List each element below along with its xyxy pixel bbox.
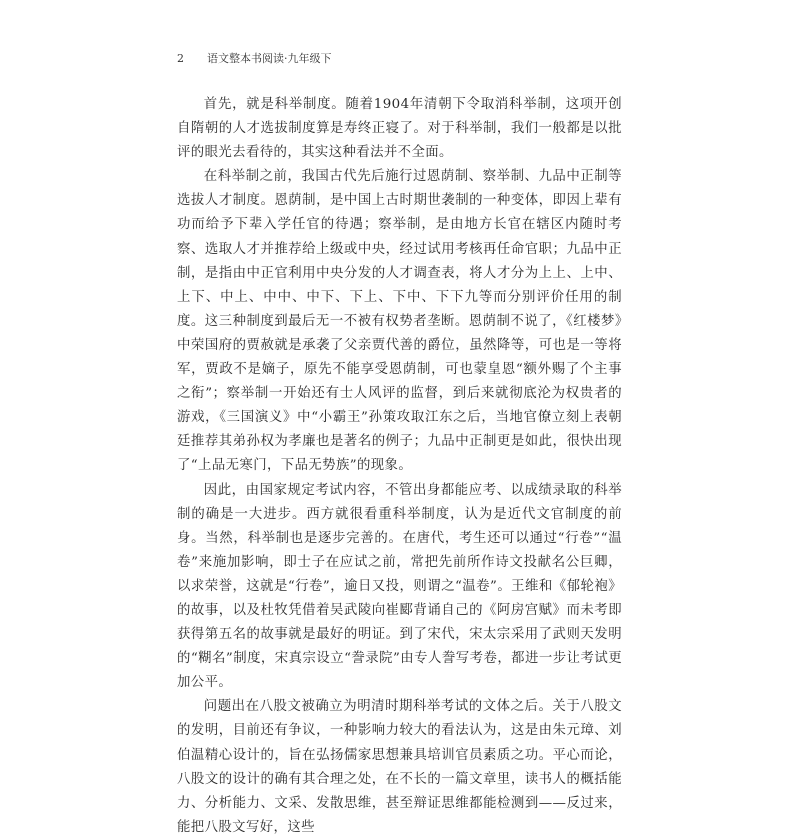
body-text xyxy=(177,93,622,840)
paragraph-2: 在科举制之前，我国古代先后施行过恩荫制、察举制、九品中正制等选拔人才制度。恩荫制，是中国上古时期世袭制的一种变体，即因上辈有功而给予下辈入学任官的待遇；察举制，是由地方长官在辖区内随时考察、选取人才并推荐给上级或中央，经过试用考核再任命官职；九品中正制，是指由中正官利用中央分发的人才调查表，将人才分为上上、上中、上下、中上、中中、中下、下上、下中、下下九等而分别评价任用的制度。这三种制度到最后无一不被有权势者垄断。恩荫制不说了，《红楼梦》中荣国府的贾赦就是承袭了父亲贾代善的爵位，虽然降等，可也是一等将军，贾政不是嫡子，原先不能享受恩荫制，可也蒙皇恩“额外赐了个主事之衔”；察举制一开始还有士人风评的监督，到后来就彻底沦为权贵者的游戏，《三国演义》中“小霸王”孙策攻取江东之后，当地官僚立刻上表朝廷推荐其弟孙权为孝廉也是著名的例子；九品中正制更是如此，很快出现了“上品无寒门，下品无势族”的现象。 xyxy=(177,169,622,474)
paragraph-1: 首先，就是科举制度。随着1904年清朝下令取消科举制，这项开创自隋朝的人才选拔制度算是寿终正寝了。对于科举制，我们一般都是以批评的眼光去看待的，其实这种看法并不全面。 xyxy=(177,97,622,161)
paragraph-3: 因此，由国家规定考试内容，不管出身都能应考、以成绩录取的科举制的确是一大进步。西方就很看重科举制度，认为是近代文官制度的前身。当然，科举制也是逐步完善的。在唐代，考生还可以通过“行卷”“温卷”来施加影响，即士子在应试之前，常把先前所作诗文投献名公巨卿，以求荣誉，这就是“行卷”，逾日又投，则谓之“温卷”。王维和《郁轮袍》的故事，以及杜牧凭借着吴武陵向崔郾背诵自己的《阿房宫赋》而未考即获得第五名的故事就是最好的明证。到了宋代，宋太宗采用了武则天发明的“糊名”制度，宋真宗设立“誊录院”由专人誊写考卷，都进一步让考试更加公平。 xyxy=(177,482,622,691)
paragraph-4: 问题出在八股文被确立为明清时期科举考试的文体之后。关于八股文的发明，目前还有争议，一种影响力较大的看法认为，这是由朱元璋、刘伯温精心设计的，旨在弘扬儒家思想兼具培训官员素质之功。平心而论，八股文的设计的确有其合理之处，在不长的一篇文章里，读书人的概括能力、分析能力、文采、发散思维，甚至辩证思维都能检测到——反过来，能把八股文写好，这些 xyxy=(177,699,622,835)
page-number: 2 xyxy=(177,52,184,65)
book-title: 语文整本书阅读·九年级下 xyxy=(207,52,332,65)
running-header xyxy=(177,49,637,69)
